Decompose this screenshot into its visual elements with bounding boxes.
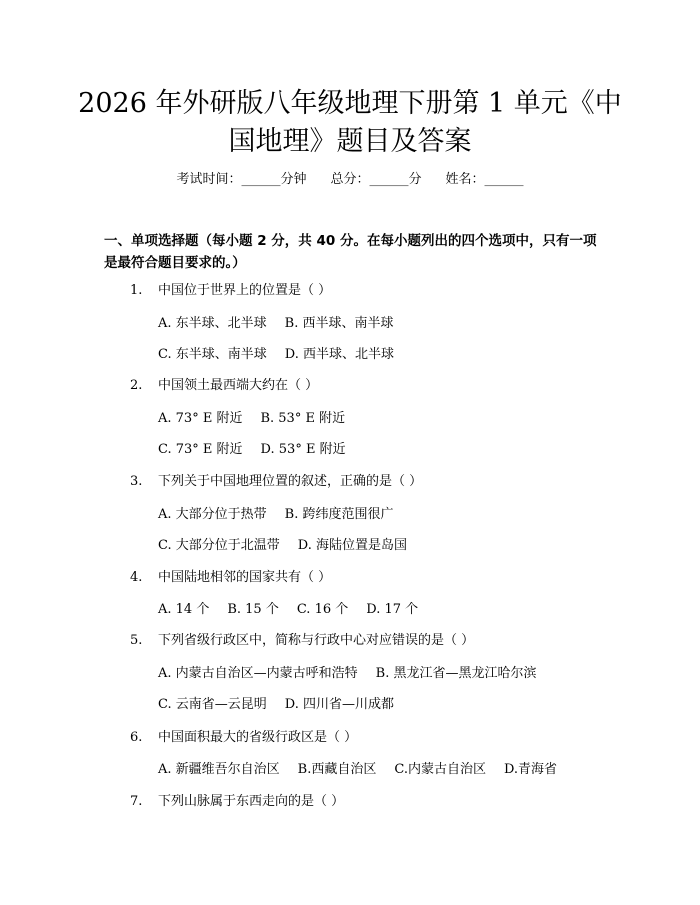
question-2-options-row-1: [158, 410, 345, 428]
question-number: 2.: [130, 378, 143, 393]
question-4: [130, 569, 331, 587]
question-text: 下列山脉属于东西走向的是（ ）: [158, 794, 345, 809]
option-a: A. 内蒙古自治区—内蒙古呼和浩特: [158, 666, 358, 681]
option-d: D.青海省: [503, 762, 558, 777]
time-blank: ______: [241, 172, 281, 187]
option-d: D. 17 个: [366, 602, 419, 617]
title-line-1: 2026 年外研版八年级地理下册第 1 单元《中: [78, 88, 622, 119]
question-number: 5.: [130, 633, 143, 648]
time-unit: 分钟: [280, 172, 307, 187]
section-heading: [104, 230, 604, 274]
name-blank: ______: [484, 172, 524, 187]
option-b: B. 黑龙江省—黑龙江哈尔滨: [375, 666, 537, 681]
score-unit: 分: [408, 172, 422, 187]
option-c: C. 大部分位于北温带: [158, 538, 280, 553]
option-c: C. 东半球、南半球: [158, 347, 267, 362]
score-blank: ______: [369, 172, 409, 187]
question-text: 中国陆地相邻的国家共有（ ）: [158, 570, 332, 585]
option-b: B. 西半球、南半球: [284, 316, 394, 331]
option-a: A. 新疆维吾尔自治区: [158, 762, 280, 777]
question-1-options-row-1: [158, 315, 393, 333]
title-line-2: 国地理》题目及答案: [228, 126, 472, 157]
question-1: [130, 282, 331, 300]
option-c: C. 73° E 附近: [158, 442, 243, 457]
question-6: [130, 729, 357, 747]
name-label: 姓名：: [445, 172, 485, 187]
question-5: [130, 632, 474, 650]
option-d: D. 四川省—川成都: [284, 697, 394, 712]
question-2-options-row-2: [158, 441, 346, 459]
option-b: B.西藏自治区: [297, 762, 377, 777]
section-heading-line-2: 是最符合题目要求的。）: [104, 255, 246, 271]
option-a: A. 大部分位于热带: [158, 507, 267, 522]
question-3: [130, 473, 422, 491]
option-b: B. 15 个: [227, 602, 279, 617]
question-text: 中国位于世界上的位置是（ ）: [158, 283, 332, 298]
option-a: A. 73° E 附近: [158, 411, 243, 426]
score-label: 总分：: [330, 172, 370, 187]
option-b: B. 53° E 附近: [260, 411, 346, 426]
question-text: 中国领土最西端大约在（ ）: [158, 378, 319, 393]
question-2: [130, 377, 318, 395]
option-c: C. 16 个: [296, 602, 349, 617]
option-a: A. 东半球、北半球: [158, 316, 267, 331]
question-1-options-row-2: [158, 346, 394, 364]
question-7: [130, 793, 344, 811]
option-d: D. 53° E 附近: [260, 442, 346, 457]
question-text: 下列关于中国地理位置的叙述，正确的是（ ）: [158, 474, 423, 489]
option-d: D. 海陆位置是岛国: [297, 538, 407, 553]
question-4-options-row-1: [158, 601, 418, 619]
question-3-options-row-1: [158, 506, 393, 524]
exam-info: [0, 168, 700, 187]
section-heading-line-1: 一、单项选择题（每小题 2 分，共 40 分。在每小题列出的四个选项中，只有一项: [104, 233, 597, 249]
option-d: D. 西半球、北半球: [284, 347, 394, 362]
question-number: 3.: [130, 474, 143, 489]
question-5-options-row-1: [158, 665, 536, 683]
option-c: C.内蒙古自治区: [394, 762, 486, 777]
question-5-options-row-2: [158, 696, 394, 714]
question-number: 7.: [130, 794, 143, 809]
option-a: A. 14 个: [158, 602, 210, 617]
question-number: 4.: [130, 570, 143, 585]
option-b: B. 跨纬度范围很广: [284, 507, 394, 522]
time-label: 考试时间：: [176, 172, 242, 187]
question-6-options-row-1: [158, 761, 557, 779]
question-3-options-row-2: [158, 537, 407, 555]
option-c: C. 云南省—云昆明: [158, 697, 267, 712]
question-text: 下列省级行政区中，简称与行政中心对应错误的是（ ）: [158, 633, 475, 648]
question-text: 中国面积最大的省级行政区是（ ）: [158, 730, 358, 745]
question-number: 1.: [130, 283, 143, 298]
question-number: 6.: [130, 730, 143, 745]
